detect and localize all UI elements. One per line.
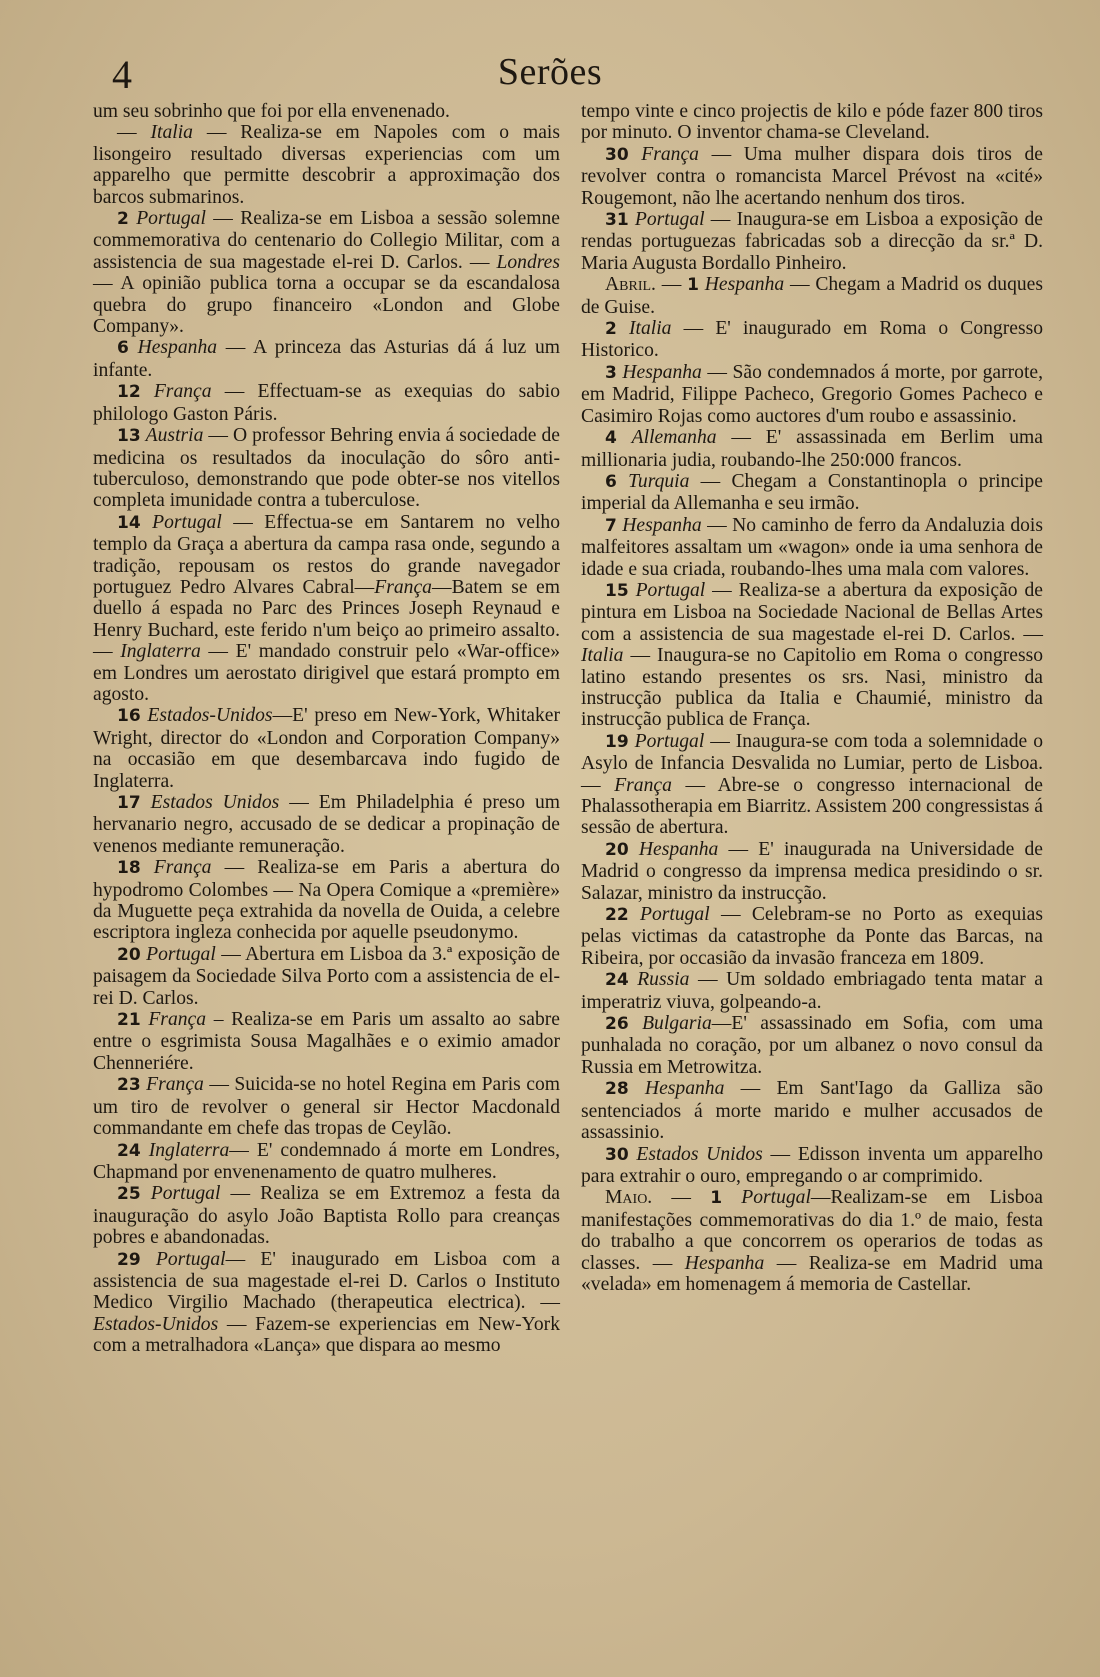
- entry-place: Italia: [581, 645, 624, 667]
- entry-text: — E' condemnado á morte em Londres, Chapmand por envenenamento de quatro mulheres.: [93, 1139, 560, 1183]
- entry-text: tempo vinte e cinco projectis de kilo e póde fazer 800 tiros por minuto. O inventor chama-se Cleveland.: [581, 101, 1043, 144]
- entry-place: Portugal: [152, 511, 222, 533]
- entry-place: Austria: [145, 425, 204, 447]
- chronicle-entry: [581, 471, 1043, 515]
- entry-text: [629, 1078, 645, 1099]
- entry-day: 2: [605, 319, 617, 340]
- entry-place: Portugal: [741, 1187, 811, 1209]
- entry-text: —E' assassinado em Sofia, com uma punhalada no coração, por um albanez o novo consul da Russia em Metrowitza.: [581, 1013, 1043, 1078]
- entry-text: [141, 381, 154, 402]
- entry-text: [141, 1183, 151, 1204]
- entry-day: 1: [687, 275, 699, 296]
- chronicle-entry: [93, 208, 560, 337]
- chronicle-entry: [93, 1183, 560, 1248]
- month-heading: Maio.: [605, 1187, 653, 1209]
- chronicle-entry: [93, 101, 560, 122]
- chronicle-entry: [93, 1009, 560, 1074]
- entry-text: —: [652, 1187, 711, 1209]
- entry-place: Hespanha: [684, 1252, 765, 1274]
- entry-text: — Chegam a Constantinopla o principe imperial da Allemanha e seu irmão.: [581, 470, 1043, 515]
- entry-place: Portugal: [136, 208, 206, 230]
- entry-text: — São condemnados á morte, por garrote, em Madrid, Filippe Pacheco, Gregorio Gomes Pacheco e Casimiro Rojas como auctores d'um roubo e assassinio.: [581, 361, 1043, 427]
- entry-place: Portugal: [155, 1248, 226, 1270]
- entry-place: França: [153, 381, 212, 403]
- entry-text: — Suicida-se no hotel Regina em Paris com um tiro de revolver o general sir Hector Macdonald commandante em chefe das tropas de Ceylão.: [93, 1074, 560, 1140]
- entry-place: Portugal: [639, 904, 710, 926]
- entry-place: Allemanha: [631, 427, 717, 449]
- entry-text: — Realiza-se a abertura da exposição de pintura em Lisboa na Sociedade Nacional de Bellas Artes com a assistencia de sua magestade el-rei D. Carlos. —: [581, 579, 1043, 645]
- entry-text: [629, 969, 638, 990]
- entry-day: 14: [117, 512, 141, 533]
- entry-day: 26: [605, 1014, 629, 1035]
- running-title: Serões: [497, 51, 603, 93]
- entry-text: — Em Sant'Iago da Galliza são sentenciados á morte marido e mulher accusados de assassinio.: [581, 1078, 1043, 1144]
- entry-text: [629, 904, 640, 925]
- entry-text: [617, 427, 632, 448]
- entry-place: Londres: [496, 251, 560, 273]
- entry-place: Turquia: [628, 470, 690, 492]
- entry-day: 29: [117, 1249, 141, 1270]
- entry-text: [722, 1187, 741, 1208]
- entry-day: 31: [605, 210, 629, 231]
- entry-place: Italia: [150, 122, 193, 144]
- entry-text: — Realiza-se em Napoles com o mais lisongeiro resultado diversas experiencias com um apparelho que permitte descobrir a approximação dos barcos submarinos.: [93, 122, 560, 208]
- chronicle-entry: [581, 144, 1043, 209]
- entry-text: [129, 337, 138, 358]
- entry-day: 4: [605, 428, 617, 449]
- entry-text: um seu sobrinho que foi por ella envenenado.: [93, 101, 450, 122]
- chronicle-entry: [93, 1140, 560, 1184]
- entry-day: 15: [605, 580, 629, 601]
- entry-place: Portugal: [146, 943, 216, 965]
- page-number: 4: [112, 52, 132, 97]
- entry-text: [141, 792, 151, 813]
- entry-text: —: [117, 122, 151, 144]
- entry-text: [141, 1249, 156, 1270]
- entry-text: — Um soldado embriagado tenta matar a imperatriz viuva, golpeando-a.: [581, 969, 1043, 1013]
- entry-day: 25: [117, 1184, 141, 1205]
- entry-text: — Em Philadelphia é preso um hervanario negro, accusado de se dedicar a propinação de venenos mediante remuneração.: [93, 792, 560, 857]
- entry-day: 24: [605, 970, 629, 991]
- entry-day: 1: [710, 1188, 723, 1209]
- entry-place: Inglaterra: [120, 641, 201, 663]
- entry-place: Estados Unidos: [150, 792, 280, 813]
- entry-text: — Abertura em Lisboa da 3.ª exposição de paisagem da Sociedade Silva Porto com a assistencia de el-rei D. Carlos.: [93, 943, 561, 1009]
- entry-day: 6: [605, 471, 617, 492]
- entry-text: — A princeza das Asturias dá á luz um infante.: [93, 337, 560, 381]
- entry-text: [141, 1140, 149, 1161]
- entry-day: 28: [605, 1079, 629, 1100]
- entry-text: — E' inaugurado em Roma o Congresso Historico.: [581, 318, 1043, 362]
- entry-place: Hespanha: [644, 1078, 725, 1100]
- entry-day: 30: [605, 144, 629, 165]
- chronicle-entry: [581, 427, 1043, 471]
- chronicle-entry: [581, 731, 1043, 839]
- chronicle-entry: [581, 839, 1043, 904]
- entry-text: [629, 144, 642, 165]
- chronicle-entry: [581, 580, 1043, 731]
- entry-text: — E' mandado construir pelo «War-office» em Londres um aerostato dirigivel que estará prompto em agosto.: [93, 641, 560, 705]
- entry-place: Portugal: [150, 1183, 221, 1205]
- entry-text: — Celebram-se no Porto as exequias pelas victimas da catastrophe da Ponte das Barcas, na Ribeira, por occasião da invasão franceza em 1809.: [581, 904, 1044, 969]
- entry-place: Hespanha: [137, 337, 218, 359]
- chronicle-entry: [581, 969, 1043, 1013]
- entry-text: [141, 512, 152, 533]
- entry-day: 23: [117, 1075, 141, 1096]
- entry-place: Hespanha: [622, 361, 702, 383]
- entry-place: Portugal: [635, 579, 706, 601]
- entry-text: [629, 580, 636, 601]
- chronicle-entry: [581, 362, 1043, 427]
- entry-text: —Batem se em duello á espada no Parc des Princes Joseph Reynaud e Henry Buchard, este ferido n'um beiço ao primeiro assalto. —: [93, 576, 560, 663]
- chronicle-entry: [581, 1144, 1043, 1188]
- entry-place: Russia: [637, 969, 690, 991]
- entry-day: 16: [117, 706, 141, 727]
- chronicle-entry: [581, 1013, 1043, 1078]
- chronicle-entry: [581, 209, 1043, 274]
- entry-text: — Edisson inventa um apparelho para extrahir o ouro, empregando o ar comprimido.: [581, 1143, 1043, 1187]
- chronicle-entry: [93, 944, 560, 1009]
- entry-place: Estados-Unidos: [147, 705, 273, 727]
- entry-place: Hespanha: [638, 838, 719, 860]
- entry-text: — Realiza se em Extremoz a festa da inauguração do asylo João Baptista Rollo para creanças pobres e abandonadas.: [93, 1183, 560, 1249]
- entry-place: Estados Unidos: [636, 1143, 763, 1165]
- entry-text: —E' preso em New-York, Whitaker Wright, director do «London and Corporation Company» na occasião em que desembarcava indo fugido de Inglaterra.: [93, 705, 560, 792]
- chronicle-entry: [581, 101, 1043, 144]
- entry-text: — A opinião publica torna a occupar se da escandalosa quebra do grupo financeiro «London and Globe Company».: [93, 273, 560, 338]
- chronicle-entry: [93, 122, 560, 208]
- entry-place: Estados-Unidos: [93, 1313, 219, 1335]
- entry-text: [617, 318, 629, 339]
- entry-place: Portugal: [634, 209, 705, 231]
- entry-day: 6: [117, 338, 129, 359]
- entry-text: [617, 471, 628, 492]
- chronicle-entry: [581, 318, 1043, 362]
- entry-text: — Inaugura-se com toda a solemnidade o Asylo de Infancia Desvalida no Lumiar, perto de Lisboa. —: [581, 730, 1043, 796]
- chronicle-entry: [93, 1074, 560, 1139]
- chronicle-entry: [93, 792, 560, 857]
- entry-place: França: [614, 774, 672, 796]
- entry-text: — E' assassinada em Berlim uma millionaria judia, roubando-lhe 250:000 francos.: [581, 427, 1043, 471]
- left-column: [93, 101, 560, 1357]
- entry-day: 18: [117, 858, 141, 879]
- chronicle-entry: [93, 381, 560, 425]
- entry-place: Bulgaria: [642, 1013, 712, 1035]
- entry-text: — Inaugura-se em Lisboa a exposição de rendas portuguezas fabricadas sob a direcção da sr.ª D. Maria Augusta Bordallo Pinheiro.: [581, 209, 1043, 274]
- chronicle-entry: [581, 904, 1043, 969]
- entry-text: — Realiza-se em Madrid uma «velada» em homenagem á memoria de Castellar.: [581, 1252, 1044, 1295]
- entry-place: França: [146, 1074, 204, 1096]
- entry-text: —Realizam-se em Lisboa manifestações commemorativas do dia 1.º de maio, festa do trabalho a que concorrem os operarios de todas as classes. —: [581, 1187, 1043, 1274]
- entry-day: 17: [117, 793, 141, 813]
- entry-text: — Inaugura-se no Capitolio em Roma o congresso latino estando presentes os srs. Nasi, ministro da instrucção publica da Italia e Chaumié, ministro da instrucção publica de França.: [581, 645, 1043, 731]
- entry-text: [629, 1013, 642, 1034]
- entry-text: — Effectuam-se as exequias do sabio philologo Gaston Páris.: [93, 381, 560, 425]
- entry-place: Italia: [629, 318, 672, 340]
- entry-place: França: [148, 1009, 207, 1031]
- entry-text: — O professor Behring envia á sociedade de medicina os resultados da inoculação do sôro anti-tuberculoso, demonstrando que pode obter-se nos vitellos completa imunidade contra a tuberculose.: [93, 425, 560, 512]
- entry-day: 2: [117, 209, 129, 230]
- chronicle-entry: [581, 1187, 1043, 1295]
- entry-day: 3: [605, 362, 617, 383]
- entry-day: 24: [117, 1140, 141, 1161]
- entry-text: — Realiza-se em Paris a abertura do hypodromo Colombes — Na Opera Comique a «première» da Muguette peça extrahida da novella de Ouida, a celebre escriptora ingleza conhecida por aquelle pseudonymo.: [93, 857, 560, 944]
- entry-text: — Realiza-se em Lisboa a sessão solemne commemorativa do centenario do Collegio Militar, com a assistencia de sua magestade el-rei D. Carlos. —: [93, 208, 560, 273]
- chronicle-entry: [93, 512, 560, 706]
- entry-text: – Realiza-se em Paris um assalto ao sabre entre o esgrimista Sousa Magalhães e o eximio amador Chenneriére.: [93, 1009, 560, 1074]
- chronicle-entry: [93, 705, 560, 792]
- entry-text: — Chegam a Madrid os duques de Guise.: [581, 274, 1044, 318]
- entry-day: 7: [605, 515, 617, 536]
- entry-place: França: [153, 857, 212, 879]
- entry-text: [141, 857, 154, 878]
- entry-text: — Uma mulher dispara dois tiros de revolver contra o romancista Marcel Prévost na «cité» Rougemont, não lhe acertando nenhum dos tiros.: [581, 143, 1043, 209]
- entry-place: França: [641, 143, 699, 165]
- chronicle-entry: [93, 1249, 560, 1357]
- entry-place: Hespanha: [622, 514, 702, 536]
- chronicle-entry: [93, 857, 560, 944]
- chronicle-entry: [581, 274, 1043, 318]
- entry-text: — Abre-se o congresso internacional de Phalassotherapia em Biarritz. Assistem 200 congressistas á sessão de abertura.: [581, 774, 1043, 839]
- entry-place: França: [374, 576, 432, 598]
- entry-day: 12: [117, 382, 141, 403]
- entry-place: Portugal: [634, 730, 705, 752]
- entry-text: — E' inaugurado em Lisboa com a assistencia de sua magestade el-rei D. Carlos o Instituto Medico Virgilio Machado (therapeutica electrica). —: [93, 1248, 560, 1314]
- entry-place: Hespanha: [704, 274, 785, 296]
- entry-text: —: [655, 274, 688, 296]
- entry-text: — Effectua-se em Santarem no velho templo da Graça a abertura da campa rasa onde, segundo a tradição, repousam os restos do grande navegador portuguez Pedro Alvares Cabral—: [93, 511, 560, 598]
- month-heading: Abril.: [605, 274, 656, 296]
- chronicle-entry: [93, 425, 560, 512]
- entry-text: — E' inaugurada na Universidade de Madrid o congresso da imprensa medica presidindo o sr. Salazar, ministro da instrucção.: [581, 838, 1043, 904]
- entry-day: 20: [117, 944, 141, 965]
- entry-day: 21: [117, 1010, 141, 1031]
- entry-day: 20: [605, 839, 629, 860]
- entry-day: 13: [117, 426, 141, 447]
- entry-place: Inglaterra: [148, 1139, 230, 1161]
- chronicle-entry: [581, 1078, 1043, 1143]
- entry-day: 19: [605, 731, 629, 752]
- entry-day: 30: [605, 1144, 629, 1165]
- chronicle-entry: [581, 515, 1043, 580]
- entry-text: — No caminho de ferro da Andaluzia dois malfeitores assaltam um «wagon» onde ia uma senhora de idade e sua criada, roubando-lhes uma mala com valores.: [581, 514, 1043, 580]
- chronicle-entry: [93, 337, 560, 381]
- right-column: [581, 101, 1043, 1295]
- entry-day: 22: [605, 905, 629, 926]
- entry-text: [629, 839, 639, 860]
- entry-text: — Fazem-se experiencias em New-York com a metralhadora «Lança» que dispara ao mesmo: [93, 1313, 560, 1357]
